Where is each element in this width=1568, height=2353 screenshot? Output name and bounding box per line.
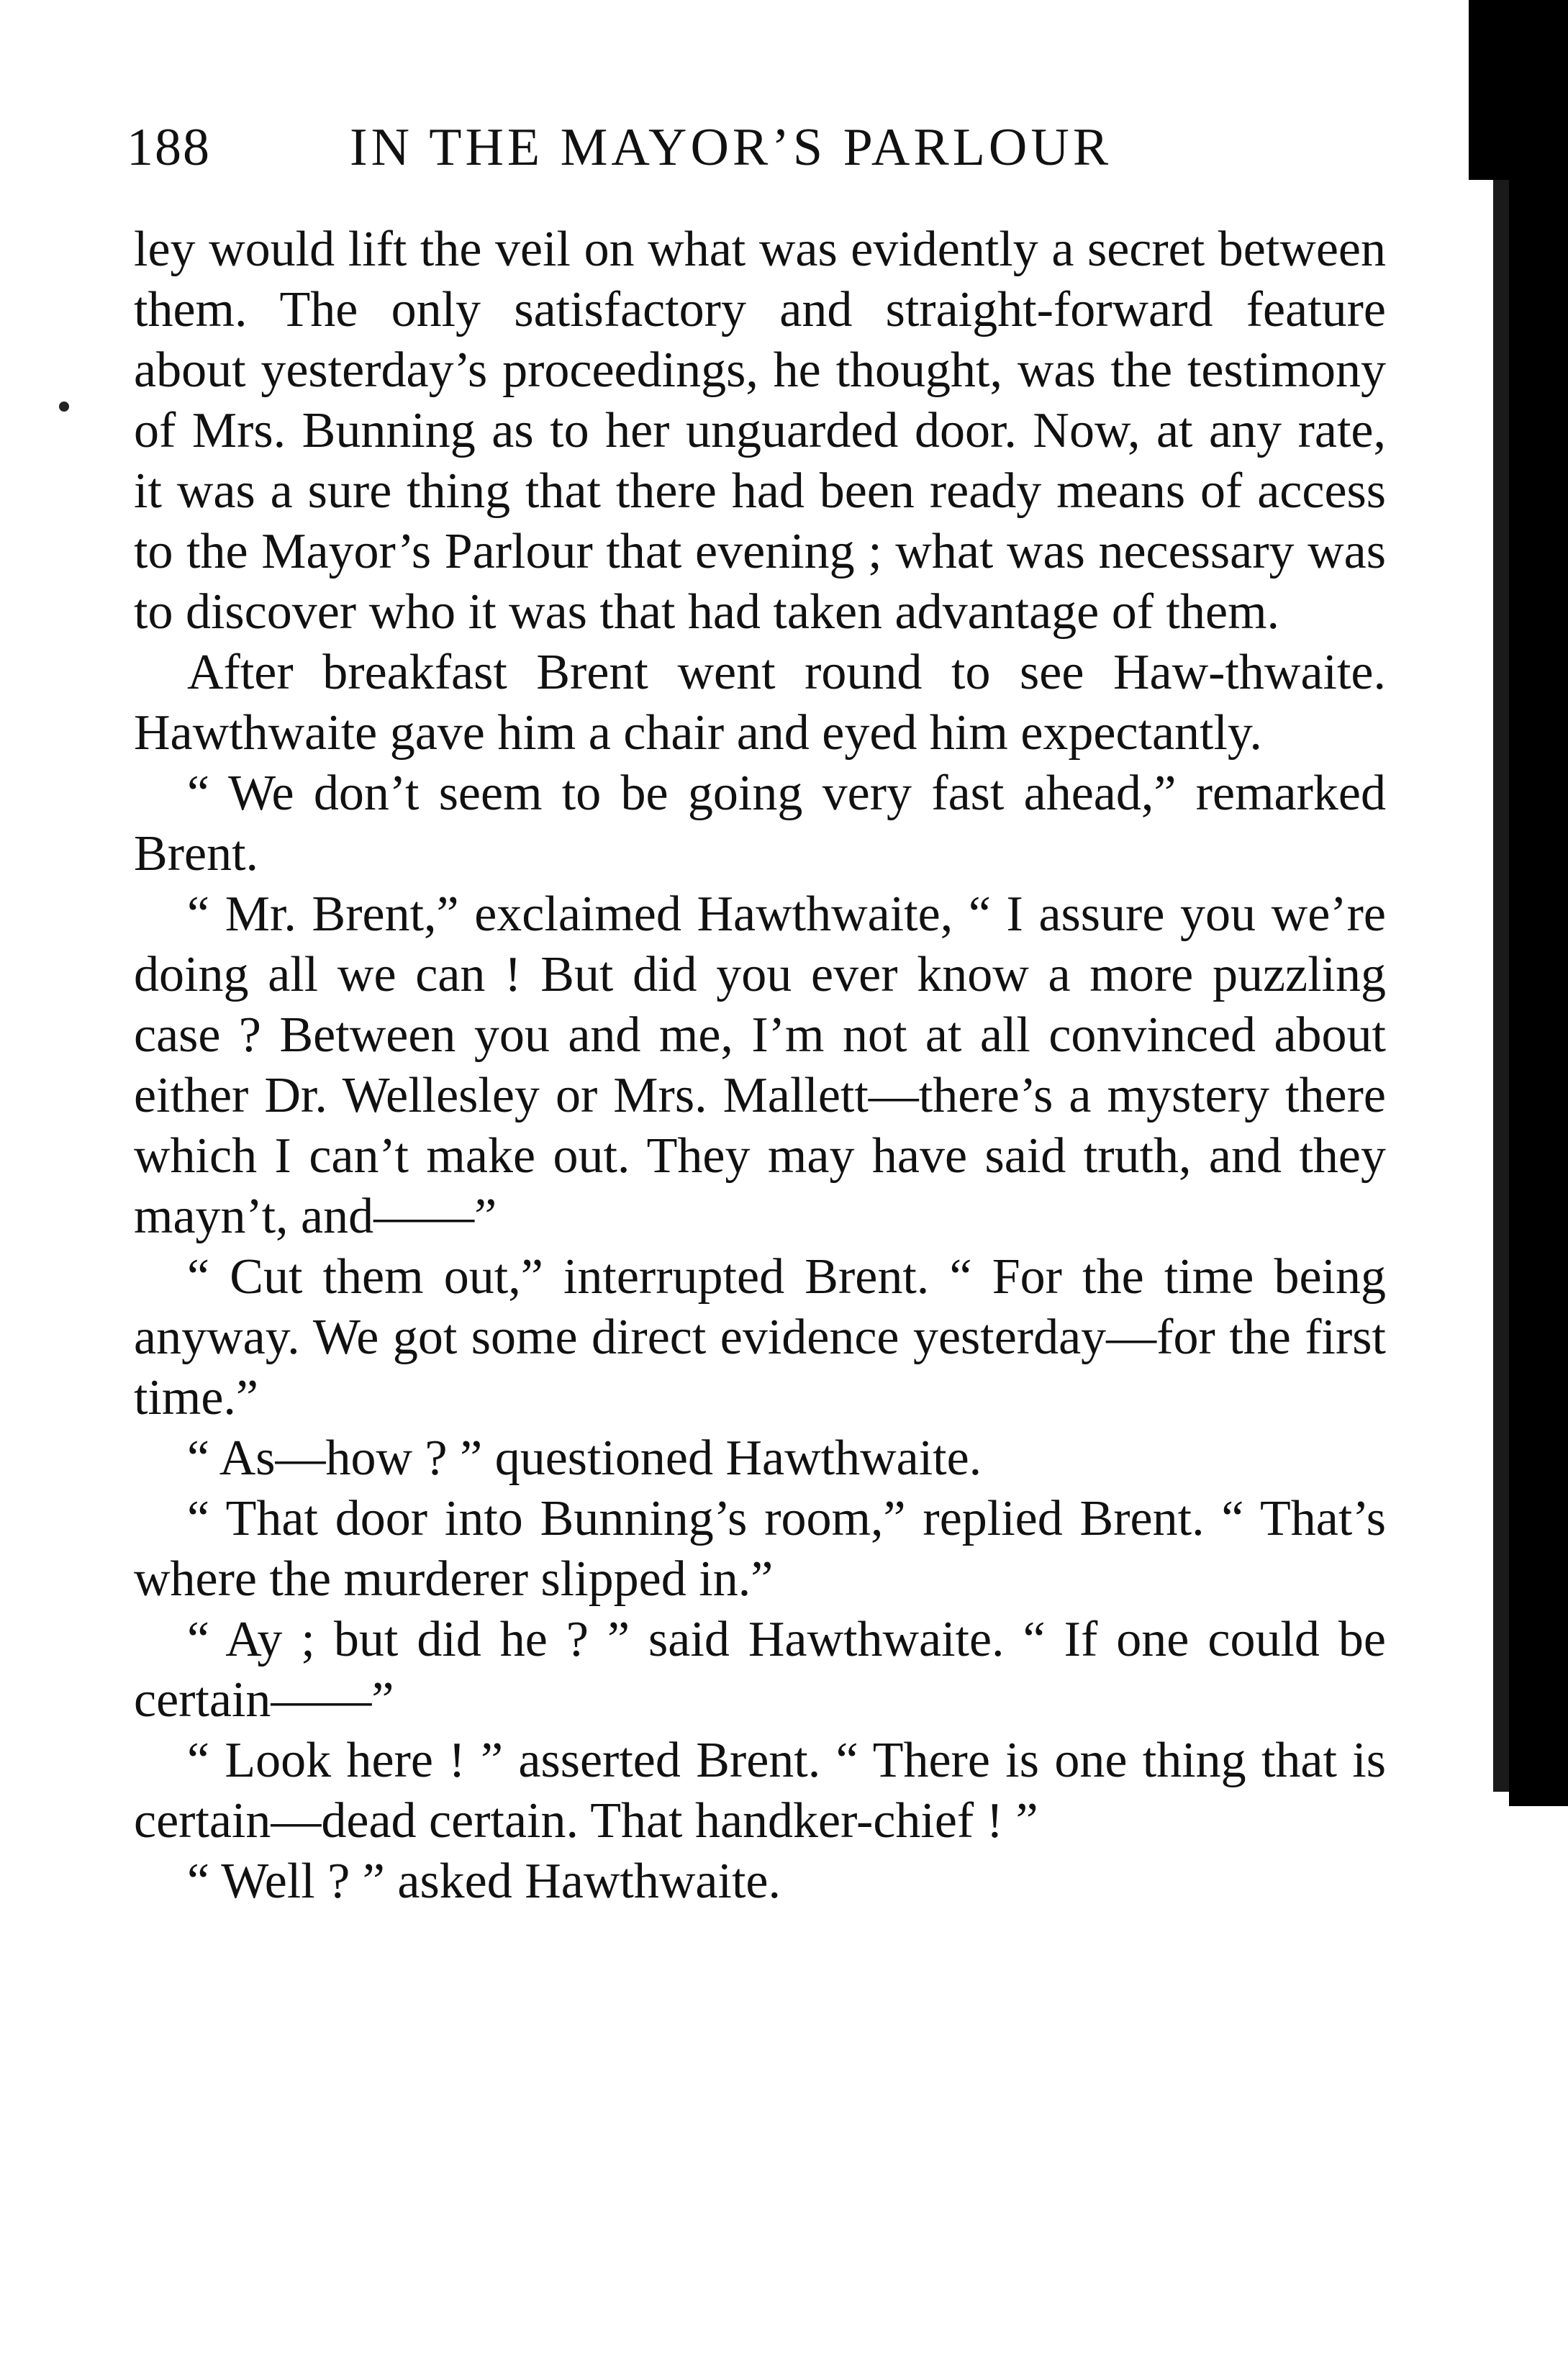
page-body	[134, 219, 1386, 1912]
scan-dark-edge	[1509, 0, 1568, 1806]
dialogue-paragraph: “ We don’t seem to be going very fast ahead,” remarked Brent.	[134, 766, 1386, 881]
stray-ink-dot	[59, 402, 69, 412]
dialogue-paragraph: “ That door into Bunning’s room,” replied Brent. “ That’s where the murderer slipped in.”	[134, 1491, 1386, 1607]
page-number: 188	[127, 118, 211, 177]
paragraph-continued: ley would lift the veil on what was evidently a secret between them. The only satisfactory and straight-forward feature about yesterday’s proceedings, he thought, was the testimony of Mrs. Bunning as to her unguarded door. Now, at any rate, it was a sure thing that there had been ready means of access to the Mayor’s Parlour that evening ; what was necessary was to discover who it was that had taken advantage of them.	[134, 222, 1386, 640]
paragraph: After breakfast Brent went round to see Haw-thwaite. Hawthwaite gave him a chair and eyed him expectantly.	[134, 645, 1386, 761]
scan-dark-edge-top	[1469, 0, 1509, 180]
running-title: IN THE MAYOR’S PARLOUR	[350, 118, 1112, 177]
dialogue-paragraph: “ Look here ! ” asserted Brent. “ There is one thing that is certain—dead certain. That handker-chief ! ”	[134, 1733, 1386, 1849]
dialogue-paragraph: “ Ay ; but did he ? ” said Hawthwaite. “ If one could be certain——”	[134, 1612, 1386, 1728]
dialogue-paragraph: “ Cut them out,” interrupted Brent. “ For the time being anyway. We got some direct evidence yesterday—for the first time.”	[134, 1249, 1386, 1425]
scan-dark-edge-shadow	[1493, 180, 1509, 1792]
dialogue-paragraph: “ As—how ? ” questioned Hawthwaite.	[187, 1431, 982, 1486]
dialogue-paragraph: “ Mr. Brent,” exclaimed Hawthwaite, “ I assure you we’re doing all we can ! But did you ever know a more puzzling case ? Between you and me, I’m not at all convinced about either Dr. Wellesley or Mrs. Mallett—there’s a mystery there which I can’t make out. They may have said truth, and they mayn’t, and——”	[134, 887, 1386, 1244]
page-header	[127, 108, 1393, 187]
dialogue-paragraph: “ Well ? ” asked Hawthwaite.	[187, 1854, 781, 1909]
